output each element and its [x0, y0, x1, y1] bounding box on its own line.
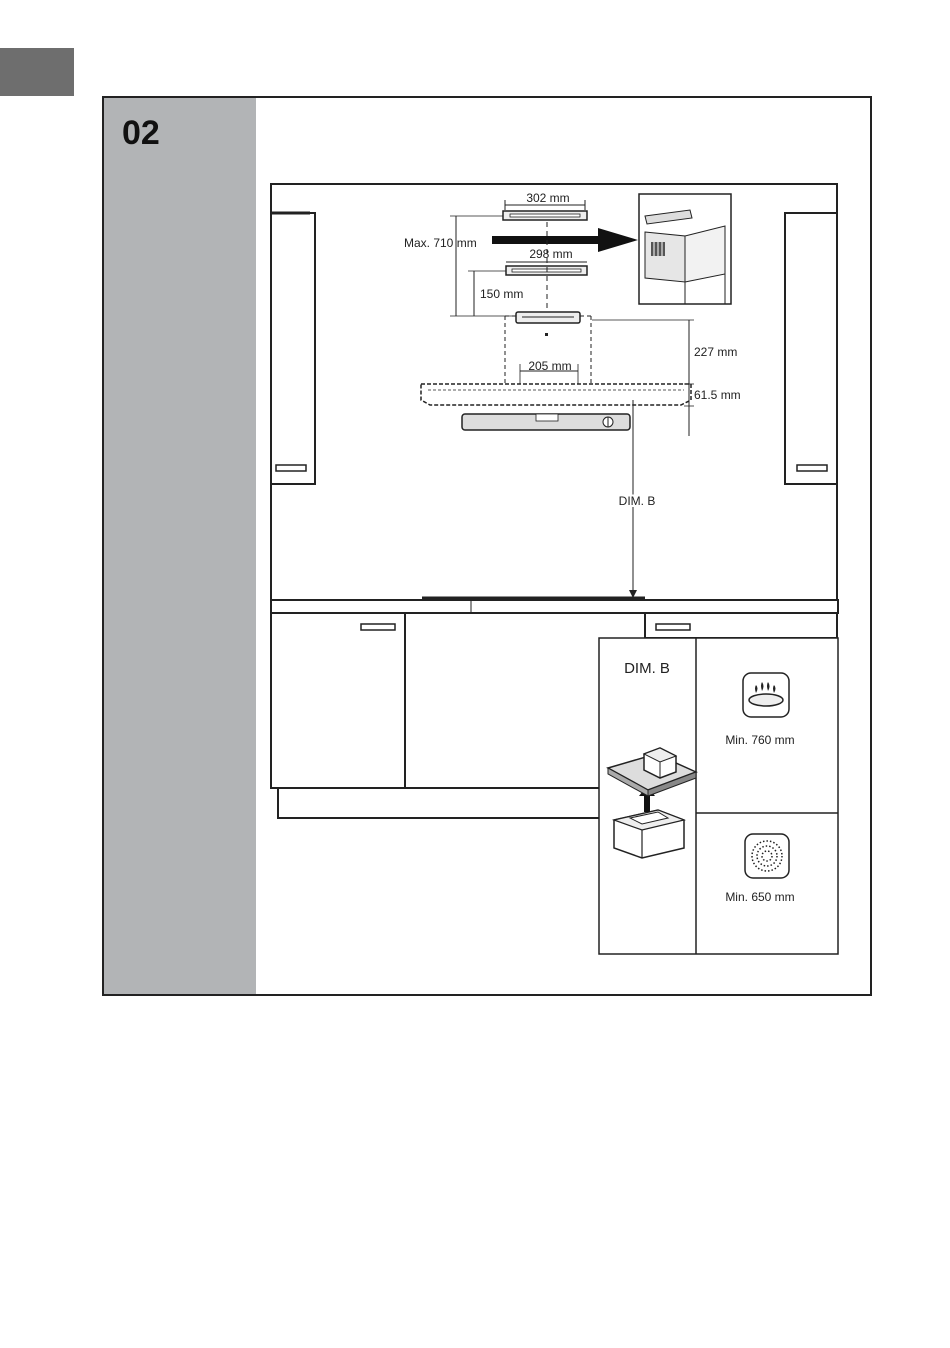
dim-b-table-title: DIM. B — [624, 660, 670, 677]
step-number: 02 — [122, 114, 160, 152]
bracket-detail-inset — [639, 194, 731, 304]
label-298: 298 mm — [529, 247, 573, 261]
label-205: 205 mm — [528, 359, 572, 373]
label-302: 302 mm — [526, 191, 570, 205]
electric-hob-icon — [745, 834, 789, 878]
label-electric-min: Min. 650 mm — [725, 890, 795, 904]
label-227: 227 mm — [694, 345, 738, 359]
right-wall-cabinet — [785, 213, 837, 484]
label-150: 150 mm — [480, 287, 524, 301]
label-max-710: Max. 710 mm — [404, 236, 477, 250]
hood-canopy — [421, 384, 691, 405]
label-gas-min: Min. 760 mm — [725, 733, 795, 747]
mounting-plate — [516, 312, 580, 336]
dim-b-table — [599, 638, 838, 954]
left-wall-cabinet — [271, 213, 315, 484]
label-61-5: 61.5 mm — [694, 388, 741, 402]
spirit-level — [462, 414, 630, 430]
gas-burner-icon — [743, 673, 789, 717]
label-dim-b: DIM. B — [618, 494, 656, 508]
